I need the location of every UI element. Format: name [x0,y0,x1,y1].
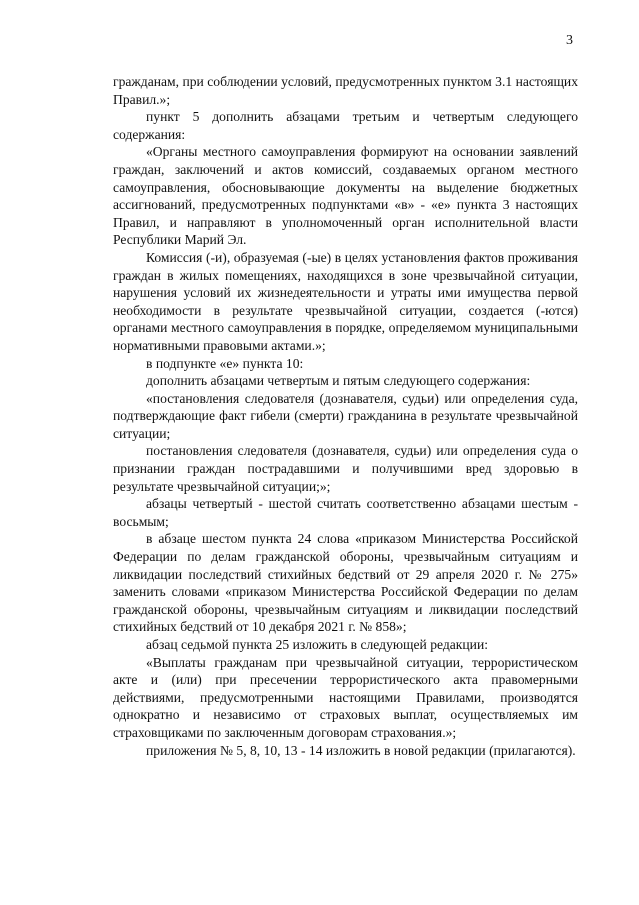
paragraph-4: Комиссия (-и), образуемая (-ые) в целях установления фактов проживания граждан в жилых помещениях, находящихся в зоне чрезвычайной ситуации, нарушения условий их жизнедеятельности и утраты ими имущества первой необходимости в результате чрезвычайной ситуации, создается (-ются) органами местного самоуправления в порядке, определяемом муниципальными нормативными правовыми актами.»; [113,249,578,353]
paragraph-7: «постановления следователя (дознавателя, судьи) или определения суда, подтверждающие факт гибели (смерти) гражданина в результате чрезвычайной ситуации; [113,390,578,441]
paragraph-5: в подпункте «е» пункта 10: [146,355,304,371]
paragraph-13: приложения № 5, 8, 10, 13 - 14 изложить в новой редакции (прилагаются). [146,742,576,758]
paragraph-12: «Выплаты гражданам при чрезвычайной ситуации, террористическом акте и (или) при пресечении террористического акта правомерными действиями, предусмотренными настоящими Правилами, производятся однократно и независимо от страховых выплат, осуществляемых им страховщиками по заключенным договорам страхования.»; [113,654,578,740]
paragraph-9: абзацы четвертый - шестой считать соответственно абзацами шестым - восьмым; [113,496,578,529]
paragraph-2: пункт 5 дополнить абзацами третьим и четвертым следующего содержания: [113,109,578,142]
paragraph-11: абзац седьмой пункта 25 изложить в следующей редакции: [146,637,489,652]
paragraph-3: «Органы местного самоуправления формируют на основании заявлений граждан, заключений и актов комиссий, создаваемых органом местного самоуправления, обосновывающие документы на выделение бюджетных ассигнований, предусмотренных подпунктами «в» - «е» пункта 3 настоящих Правил, и направляют в уполномоченный орган исполнительной власти Республики Марий Эл. [113,144,578,248]
paragraph-10: в абзаце шестом пункта 24 слова «приказом Министерства Российской Федерации по делам гражданской обороны, чрезвычайным ситуациям и ликвидации последствий стихийных бедствий от 29 апреля 2020 г. № 275» заменить словами «приказом Министерства Российской Федерации по делам гражданской обороны, чрезвычайным ситуациям и ликвидации последствий стихийных бедствий от 10 декабря 2021 г. № 858»; [113,531,578,635]
paragraph-6: дополнить абзацами четвертым и пятым следующего содержания: [146,373,531,389]
paragraph-1: гражданам, при соблюдении условий, предусмотренных пунктом 3.1 настоящих Правил.»; [113,74,578,107]
document-body [113,73,578,759]
page-number: 3 [566,33,573,48]
paragraph-8: постановления следователя (дознавателя, судьи) или определения суда о признании граждан пострадавшими и получившими вред здоровью в результате чрезвычайной ситуации;»; [113,443,578,494]
